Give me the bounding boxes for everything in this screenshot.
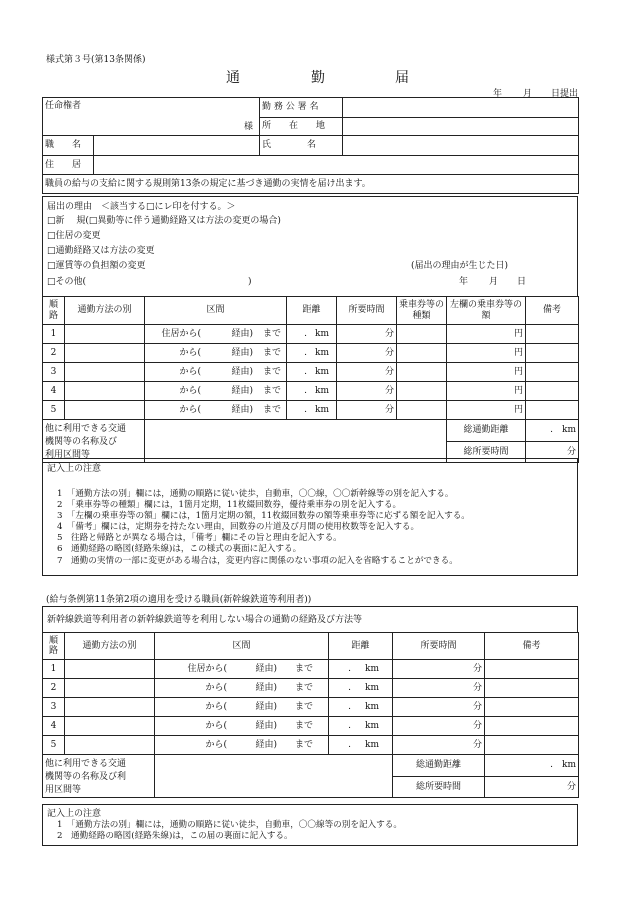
other-transport-label-line2: 機関等の名称及び利: [45, 772, 127, 782]
distance-dot: .: [304, 347, 307, 358]
reason-heading: 届出の理由 ＜該当する□にレ印を付する。＞: [47, 202, 236, 212]
submit-date-year: 年: [493, 89, 503, 99]
reason-date-year: 年: [459, 277, 469, 287]
note-item: 7 通勤の実情の一部に変更がある場合は，変更内容に関係のない事項の記入を省略することができる。: [57, 556, 458, 566]
amount-unit: 円: [513, 404, 523, 415]
title-char-1: 通: [226, 70, 240, 86]
ticket-type-field[interactable]: [397, 344, 447, 363]
office-location-label: 所 在 地: [260, 118, 343, 136]
reason-date-caption: (届出の理由が生じた日): [411, 261, 509, 271]
amount-unit: 円: [513, 385, 523, 396]
distance-unit: km: [365, 739, 379, 750]
appointer-label: 任命権者: [45, 101, 82, 111]
distance-dot: .: [348, 739, 351, 750]
distance-field[interactable]: [287, 382, 337, 401]
section-field[interactable]: [155, 698, 329, 717]
section-field[interactable]: [155, 736, 329, 755]
time-unit: 分: [384, 366, 394, 377]
distance-field[interactable]: [287, 344, 337, 363]
row-seq: 5: [43, 401, 65, 420]
section-to: まで: [262, 404, 281, 415]
address-field[interactable]: [94, 156, 579, 175]
row-seq: 3: [43, 363, 65, 382]
amount-unit: 円: [513, 328, 523, 339]
header-section: 区間: [145, 297, 287, 325]
distance-unit: km: [315, 385, 329, 396]
section2-caption: (給与条例第11条第2項の適用を受ける職員(新幹線鉄道等利用者)): [46, 595, 312, 605]
distance-unit: km: [315, 366, 329, 377]
table-row: [43, 344, 579, 363]
name-label: 氏 名: [260, 136, 343, 156]
amount-unit: 円: [513, 347, 523, 358]
distance-unit: km: [365, 682, 379, 693]
section-from: から(: [179, 366, 201, 377]
distance-unit: km: [315, 347, 329, 358]
section-field[interactable]: [145, 325, 287, 344]
method-field[interactable]: [65, 401, 145, 420]
table-row: [43, 679, 579, 698]
remarks-field[interactable]: [485, 698, 579, 717]
table-row: [43, 401, 579, 420]
remarks-field[interactable]: [485, 717, 579, 736]
time-unit: 分: [472, 739, 482, 750]
reason-address-change-checkbox[interactable]: □住居の変更: [47, 231, 101, 241]
other-transport-label: [43, 755, 155, 798]
time-field[interactable]: [337, 382, 397, 401]
distance-field[interactable]: [287, 363, 337, 382]
table-row: [43, 717, 579, 736]
section-via: 経由): [231, 366, 253, 377]
distance-dot: .: [304, 404, 307, 415]
section-via: 経由): [255, 663, 277, 674]
total-time-label: 総所要時間: [447, 441, 526, 463]
time-unit: 分: [472, 663, 482, 674]
amount-field[interactable]: [447, 363, 526, 382]
table-row: [43, 382, 579, 401]
reason-date-month: 月: [489, 277, 499, 287]
section-from: から(: [205, 720, 227, 731]
time-field[interactable]: [393, 698, 485, 717]
office-location-field[interactable]: [343, 118, 579, 136]
table-row: [43, 698, 579, 717]
section-to: まで: [294, 701, 313, 712]
section-from: から(: [205, 682, 227, 693]
time-unit: 分: [384, 328, 394, 339]
section-to: まで: [294, 720, 313, 731]
time-unit: 分: [472, 682, 482, 693]
header-method: 通勤方法の別: [65, 297, 145, 325]
other-transport-label-line2: 機関等の名称及び: [45, 437, 118, 447]
section-via: 経由): [255, 720, 277, 731]
header-remarks: 備考: [485, 633, 579, 660]
method-field[interactable]: [65, 363, 145, 382]
header-seq: 順路: [43, 633, 65, 660]
distance-field[interactable]: [329, 736, 393, 755]
reason-fare-change-checkbox[interactable]: □運賃等の負担額の変更: [47, 261, 146, 271]
section-from: から(: [179, 347, 201, 358]
header-amount: 左欄の乗車券等の額: [447, 297, 526, 325]
time-field[interactable]: [393, 660, 485, 679]
remarks-field[interactable]: [526, 363, 579, 382]
other-transport-field[interactable]: [145, 420, 447, 463]
section-field[interactable]: [155, 660, 329, 679]
section-to: まで: [294, 663, 313, 674]
time-unit: 分: [472, 701, 482, 712]
section2-title: 新幹線鉄道等利用者の新幹線鉄道等を利用しない場合の通勤の経路及び方法等: [47, 615, 363, 625]
distance-dot: .: [304, 385, 307, 396]
remarks-field[interactable]: [526, 401, 579, 420]
row-seq: 1: [43, 660, 65, 679]
note-item: 6 通勤経路の略図(経路朱線)は，この様式の裏面に記入する。: [57, 544, 302, 554]
remarks-field[interactable]: [526, 344, 579, 363]
distance-field[interactable]: [329, 698, 393, 717]
other-transport-label-line3: 利用区間等: [45, 450, 91, 460]
section-field[interactable]: [145, 363, 287, 382]
notes-box: [42, 458, 578, 576]
section-to: まで: [294, 739, 313, 750]
method-field[interactable]: [65, 325, 145, 344]
distance-unit: km: [365, 663, 379, 674]
post-field[interactable]: [94, 136, 260, 156]
table-row: [43, 660, 579, 679]
section-via: 経由): [255, 701, 277, 712]
remarks-field[interactable]: [485, 679, 579, 698]
office-name-field[interactable]: [343, 98, 579, 118]
distance-field[interactable]: [329, 660, 393, 679]
section-to: まで: [262, 328, 281, 339]
title-char-3: 届: [395, 70, 409, 86]
time-field[interactable]: [393, 736, 485, 755]
other-transport-label: [43, 420, 145, 463]
table-row: [43, 363, 579, 382]
section-via: 経由): [231, 328, 253, 339]
distance-dot: .: [304, 328, 307, 339]
remarks-field[interactable]: [526, 325, 579, 344]
commute-table: [42, 296, 579, 463]
note-item: 2 通勤経路の略図(経路朱線)は，この届の裏面に記入する。: [57, 831, 293, 841]
time-field[interactable]: [393, 717, 485, 736]
header-remarks: 備考: [526, 297, 579, 325]
time-unit: 分: [384, 385, 394, 396]
section-via: 経由): [255, 682, 277, 693]
title-char-2: 勤: [311, 70, 325, 86]
note-item: 3 「左欄の乗車券等の額」欄には，1箇月定期の額，11枚綴回数券の額等乗車券等に応ずる額を記入する。: [57, 511, 470, 521]
section2-notes-box: [42, 804, 578, 846]
reason-other-checkbox[interactable]: □その他(: [47, 277, 87, 287]
row-seq: 4: [43, 382, 65, 401]
table-row: [43, 325, 579, 344]
section-from: から(: [205, 701, 227, 712]
distance-dot: .: [348, 720, 351, 731]
amount-field[interactable]: [447, 325, 526, 344]
ticket-type-field[interactable]: [397, 363, 447, 382]
total-time-label: 総所要時間: [393, 776, 485, 798]
section-from: 住居から(: [161, 328, 201, 339]
section-to: まで: [262, 366, 281, 377]
applicant-info-table: [42, 97, 579, 194]
section-to: まで: [262, 385, 281, 396]
time-field[interactable]: [337, 325, 397, 344]
note-item: 1 「通勤方法の別」欄には，通勤の順路に従い徒歩，自動車，〇〇線等の別を記入する。: [57, 820, 402, 830]
row-seq: 4: [43, 717, 65, 736]
note-item: 2 「乗車券等の種類」欄には，1箇月定期，11枚綴回数券，優待乗車券の別を記入する。: [57, 500, 402, 510]
distance-dot: .: [348, 682, 351, 693]
post-label: 職 名: [43, 136, 94, 156]
ticket-type-field[interactable]: [397, 401, 447, 420]
section-from: から(: [179, 385, 201, 396]
header-section: 区間: [155, 633, 329, 660]
reason-date-day: 日: [517, 277, 527, 287]
distance-unit: km: [365, 720, 379, 731]
section-via: 経由): [231, 347, 253, 358]
total-distance-field[interactable]: . km: [526, 420, 579, 442]
distance-field[interactable]: [287, 325, 337, 344]
table-row: [43, 736, 579, 755]
section-from: から(: [179, 404, 201, 415]
total-time-field[interactable]: 分: [526, 441, 579, 463]
section2-notes-heading: 記入上の注意: [47, 809, 102, 819]
ticket-type-field[interactable]: [397, 325, 447, 344]
total-time-field[interactable]: 分: [485, 776, 579, 798]
distance-dot: .: [348, 701, 351, 712]
section2-title-box: [42, 606, 578, 633]
reason-other-close: ): [248, 277, 252, 287]
section-field[interactable]: [145, 401, 287, 420]
section-via: 経由): [255, 739, 277, 750]
row-seq: 2: [43, 679, 65, 698]
distance-unit: km: [315, 404, 329, 415]
method-field[interactable]: [65, 736, 155, 755]
sama-label: 様: [244, 121, 254, 132]
method-field[interactable]: [65, 679, 155, 698]
amount-field[interactable]: [447, 344, 526, 363]
header-distance: 距離: [329, 633, 393, 660]
method-field[interactable]: [65, 698, 155, 717]
note-item: 5 往路と帰路とが異なる場合は，「備考」欄にその旨と理由を記入する。: [57, 533, 342, 543]
remarks-field[interactable]: [485, 660, 579, 679]
header-method: 通勤方法の別: [65, 633, 155, 660]
notes-heading: 記入上の注意: [47, 464, 102, 474]
section-from: から(: [205, 739, 227, 750]
amount-field[interactable]: [447, 382, 526, 401]
method-field[interactable]: [65, 660, 155, 679]
total-distance-field[interactable]: . km: [485, 755, 579, 777]
ticket-type-field[interactable]: [397, 382, 447, 401]
header-time: 所要時間: [393, 633, 485, 660]
remarks-field[interactable]: [526, 382, 579, 401]
form-number: 様式第３号(第13条関係): [46, 55, 146, 65]
section-to: まで: [262, 347, 281, 358]
time-unit: 分: [384, 404, 394, 415]
method-field[interactable]: [65, 344, 145, 363]
section-via: 経由): [231, 404, 253, 415]
section-field[interactable]: [155, 717, 329, 736]
total-distance-label: 総通勤距離: [447, 420, 526, 442]
section-via: 経由): [231, 385, 253, 396]
section-to: まで: [294, 682, 313, 693]
other-transport-label-line1: 他に利用できる交通: [45, 759, 127, 769]
time-field[interactable]: [337, 401, 397, 420]
method-field[interactable]: [65, 717, 155, 736]
row-seq: 3: [43, 698, 65, 717]
header-seq: 順路: [43, 297, 65, 325]
distance-field[interactable]: [329, 679, 393, 698]
row-seq: 1: [43, 325, 65, 344]
reason-box: [42, 196, 578, 297]
submit-date-day: 日提出: [551, 89, 579, 99]
other-transport-label-line1: 他に利用できる交通: [45, 424, 127, 434]
row-seq: 2: [43, 344, 65, 363]
other-transport-label-line3: 用区間等: [45, 785, 82, 795]
distance-dot: .: [304, 366, 307, 377]
submit-date-month: 月: [523, 89, 533, 99]
amount-unit: 円: [513, 366, 523, 377]
note-item: 1 「通勤方法の別」欄には，通勤の順路に従い徒歩，自動車，〇〇線，〇〇新幹線等の別を記入する。: [57, 489, 454, 499]
row-seq: 5: [43, 736, 65, 755]
note-item: 4 「備考」欄には，定期券を持たない理由，回数券の片道及び月間の使用枚数等を記入する。: [57, 522, 420, 532]
total-distance-label: 総通勤距離: [393, 755, 485, 777]
header-distance: 距離: [287, 297, 337, 325]
name-field[interactable]: [343, 136, 579, 156]
other-transport-field[interactable]: [155, 755, 393, 798]
distance-field[interactable]: [329, 717, 393, 736]
appointer-cell[interactable]: [43, 98, 260, 136]
address-label: 住 居: [43, 156, 94, 175]
section-field[interactable]: [145, 344, 287, 363]
distance-unit: km: [315, 328, 329, 339]
time-field[interactable]: [337, 363, 397, 382]
shinkansen-table: [42, 632, 579, 798]
method-field[interactable]: [65, 382, 145, 401]
header-ticket-type: 乗車券等の種類: [397, 297, 447, 325]
section-field[interactable]: [145, 382, 287, 401]
distance-dot: .: [348, 663, 351, 674]
statement: 職員の給与の支給に関する規則第13条の規定に基づき通勤の実情を届け出ます。: [43, 175, 579, 194]
remarks-field[interactable]: [485, 736, 579, 755]
reason-new-checkbox[interactable]: □新 規(□異動等に伴う通勤経路又は方法の変更の場合): [47, 216, 281, 226]
time-unit: 分: [384, 347, 394, 358]
distance-field[interactable]: [287, 401, 337, 420]
amount-field[interactable]: [447, 401, 526, 420]
time-unit: 分: [472, 720, 482, 731]
section-field[interactable]: [155, 679, 329, 698]
distance-unit: km: [365, 701, 379, 712]
reason-route-change-checkbox[interactable]: □通勤経路又は方法の変更: [47, 246, 155, 256]
office-name-label: 勤 務 公 署 名: [260, 98, 343, 118]
header-time: 所要時間: [337, 297, 397, 325]
time-field[interactable]: [337, 344, 397, 363]
time-field[interactable]: [393, 679, 485, 698]
section-from: 住居から(: [187, 663, 227, 674]
